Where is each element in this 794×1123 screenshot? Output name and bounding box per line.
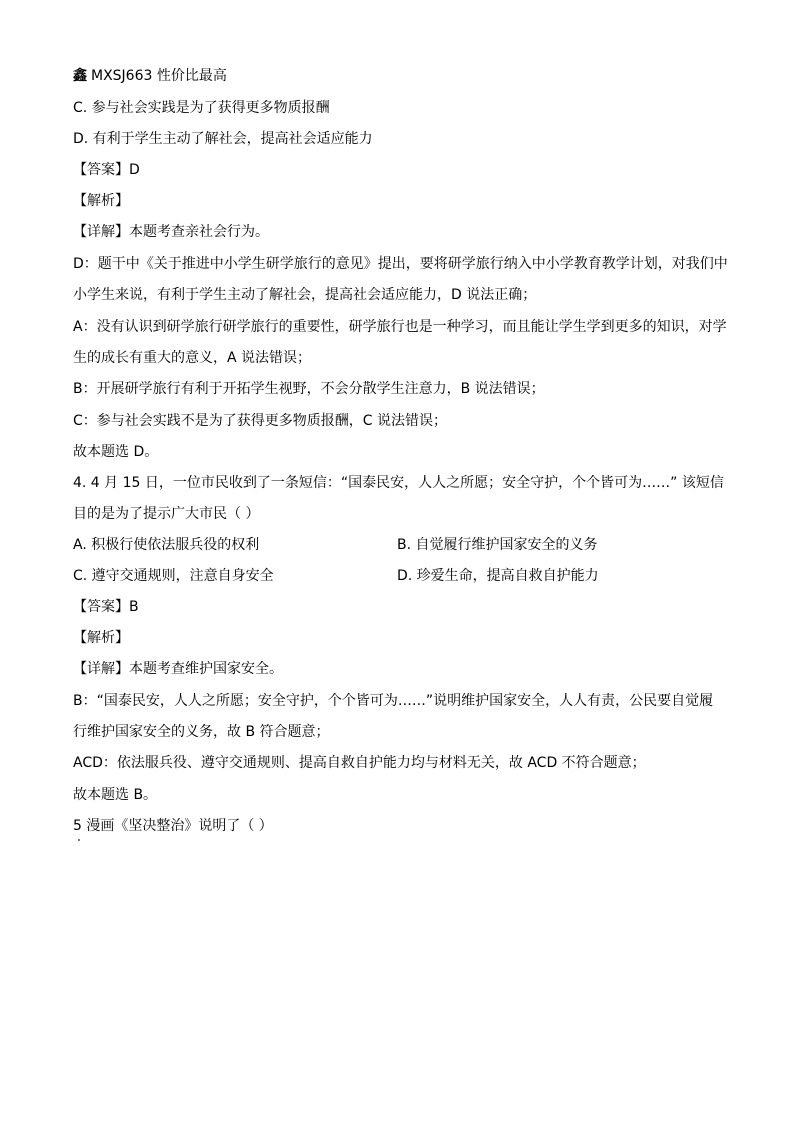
q4-option-d: D. 珍爱生命，提高自救自护能力 <box>397 568 599 584</box>
q4-option-c: C. 遵守交通规则，注意自身安全 <box>73 568 274 584</box>
brand-mark: 鑫 <box>73 68 87 84</box>
analysis-label-1: 【解析】 <box>73 193 129 209</box>
conclusion-1: 故本题选 D。 <box>73 444 159 460</box>
option-d-prev: D. 有利于学生主动了解社会，提高社会适应能力 <box>73 131 373 147</box>
explanation-d-2: 小学生来说，有利于学生主动了解社会，提高社会适应能力，D 说法正确； <box>73 287 537 303</box>
explanation-d-1: D：题干中《关于推进中小学生研学旅行的意见》提出，要将研学旅行纳入中小学教育教学计划，对我们中 <box>73 256 728 272</box>
explanation-a-2: 生的成长有重大的意义，A 说法错误； <box>73 350 312 366</box>
analysis-label-2: 【解析】 <box>73 630 129 646</box>
stray-dot <box>78 839 80 841</box>
explanation-acd: ACD：依法服兵役、遵守交通规则、提高自救自护能力均与材料无关，故 ACD 不符合题意； <box>73 755 646 771</box>
option-c-prev: C. 参与社会实践是为了获得更多物质报酬 <box>73 100 330 116</box>
explanation-a-1: A：没有认识到研学旅行研学旅行的重要性，研学旅行也是一种学习，而且能让学生学到更多的知识，对学 <box>73 319 727 335</box>
conclusion-2: 故本题选 B。 <box>73 787 158 803</box>
explanation-b-2-1: B：“国泰民安，人人之所愿；安全守护，个个皆可为……”说明维护国家安全，人人有责，公民要自觉履 <box>73 693 714 709</box>
explanation-c: C：参与社会实践不是为了获得更多物质报酬，C 说法错误； <box>73 413 447 429</box>
q4-option-b: B. 自觉履行维护国家安全的义务 <box>397 537 598 553</box>
detail-label-2: 【详解】本题考查维护国家安全。 <box>73 661 283 677</box>
explanation-b: B：开展研学旅行有利于开拓学生视野，不会分散学生注意力，B 说法错误； <box>73 381 545 397</box>
watermark-line <box>73 67 733 85</box>
watermark-text: MXSJ663 性价比最高 <box>91 68 227 84</box>
answer-label-2: 【答案】B <box>73 599 139 615</box>
explanation-b-2-2: 行维护国家安全的义务，故 B 符合题意； <box>73 724 330 740</box>
q4-option-a: A. 积极行使依法服兵役的权利 <box>73 537 260 553</box>
answer-label-1: 【答案】D <box>73 162 140 178</box>
question-4-line-2: 目的是为了提示广大市民（ ） <box>73 506 260 522</box>
question-4-line-1: 4. 4 月 15 日，一位市民收到了一条短信：“国泰民安，人人之所愿；安全守护，个个皆可为……” 该短信 <box>73 475 724 491</box>
question-5: 5 漫画《坚决整治》说明了（ ） <box>73 818 273 834</box>
detail-label-1: 【详解】本题考查亲社会行为。 <box>73 224 269 240</box>
